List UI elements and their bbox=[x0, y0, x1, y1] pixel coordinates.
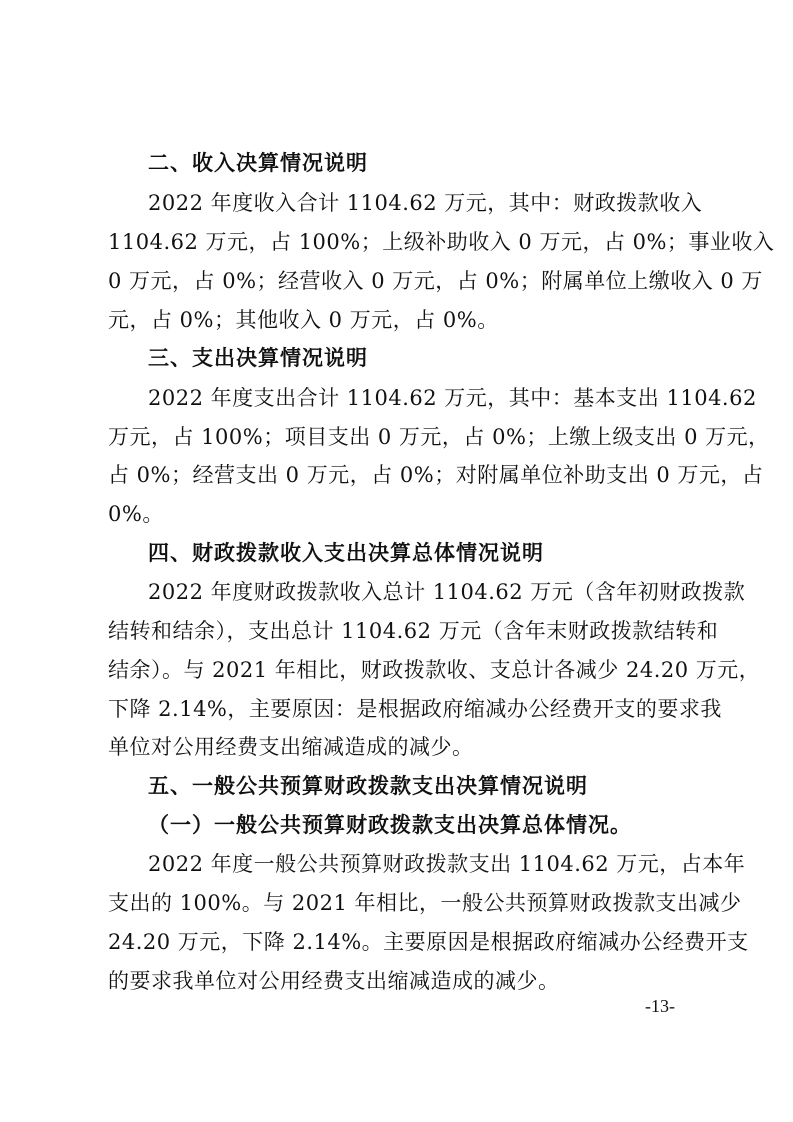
heading-general-budget: 五、一般公共预算财政拨款支出决算情况说明 bbox=[148, 774, 588, 798]
paragraph-line: 结余）。与 2021 年相比，财政拨款收、支总计各减少 24.20 万元， bbox=[108, 658, 761, 682]
paragraph-line: 2022 年度财政拨款收入总计 1104.62 万元（含年初财政拨款 bbox=[148, 580, 746, 604]
paragraph-line: 单位对公用经费支出缩减造成的减少。 bbox=[108, 735, 474, 759]
paragraph-line: 2022 年度支出合计 1104.62 万元，其中：基本支出 1104.62 bbox=[148, 386, 757, 410]
heading-expenditure: 三、支出决算情况说明 bbox=[148, 346, 368, 370]
paragraph-line: 元，占 0%；其他收入 0 万元，占 0%。 bbox=[108, 308, 499, 332]
paragraph-line: 2022 年度一般公共预算财政拨款支出 1104.62 万元，占本年 bbox=[148, 852, 746, 876]
subheading-general-budget-overall: （一）一般公共预算财政拨款支出决算总体情况。 bbox=[148, 813, 632, 837]
heading-income: 二、收入决算情况说明 bbox=[148, 151, 368, 175]
paragraph-line: 的要求我单位对公用经费支出缩减造成的减少。 bbox=[108, 969, 560, 993]
paragraph-line: 结转和结余），支出总计 1104.62 万元（含年末财政拨款结转和 bbox=[108, 619, 719, 643]
heading-fiscal-overall: 四、财政拨款收入支出决算总体情况说明 bbox=[148, 541, 544, 565]
paragraph-line: 0 万元，占 0%；经营收入 0 万元，占 0%；附属单位上缴收入 0 万 bbox=[108, 269, 763, 293]
paragraph-line: 下降 2.14%，主要原因：是根据政府缩减办公经费开支的要求我 bbox=[108, 697, 722, 721]
paragraph-line: 占 0%；经营支出 0 万元，占 0%；对附属单位补助支出 0 万元，占 bbox=[108, 463, 764, 487]
paragraph-line: 万元，占 100%；项目支出 0 万元，占 0%；上缴上级支出 0 万元， bbox=[108, 425, 770, 449]
paragraph-line: 1104.62 万元，占 100%；上级补助收入 0 万元，占 0%；事业收入 bbox=[108, 230, 775, 254]
paragraph-line: 支出的 100%。与 2021 年相比，一般公共预算财政拨款支出减少 bbox=[108, 891, 742, 915]
page-number: -13- bbox=[645, 996, 675, 1016]
paragraph-line: 0%。 bbox=[108, 502, 164, 526]
paragraph-line: 2022 年度收入合计 1104.62 万元，其中：财政拨款收入 bbox=[148, 191, 703, 215]
paragraph-line: 24.20 万元，下降 2.14%。主要原因是根据政府缩减办公经费开支 bbox=[108, 930, 749, 954]
